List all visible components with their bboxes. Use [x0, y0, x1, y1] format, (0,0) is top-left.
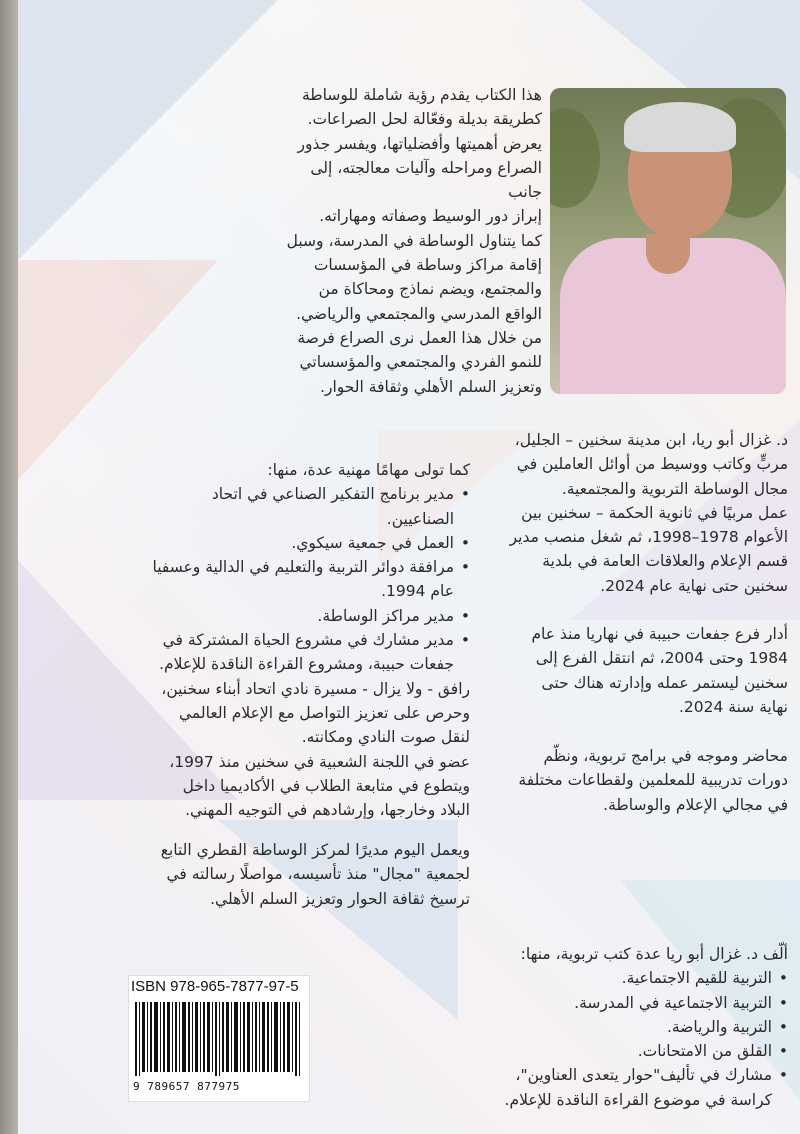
isbn-barcode-box	[128, 975, 310, 1102]
foliage	[550, 108, 600, 208]
description-line: إبراز دور الوسيط وصفاته ومهاراته.	[319, 207, 542, 226]
bio-line: الأعوام 1978–1998، ثم شغل منصب مدير	[509, 528, 788, 547]
list-item: • العمل في جمعية سيكوي.	[104, 531, 470, 555]
list-item: • مرافقة دوائر التربية والتعليم في الدالية وعسفيا عام 1994.	[104, 555, 470, 604]
description-line: من خلال هذا العمل نرى الصراع فرصة	[297, 328, 542, 347]
description-line: كطريقة بديلة وفعّالة لحل الصراعات.	[307, 110, 542, 129]
description-line: والمجتمع، ويضم نماذج ومحاكاة من	[318, 280, 542, 299]
lecturer-line: محاضر وموجه في برامج تربوية، ونظّم	[543, 747, 788, 765]
bio-line: عمل مربيًا في ثانوية الحكمة – سخنين بين	[521, 503, 788, 522]
description-line: كما يتناول الوساطة في المدرسة، وسبل	[286, 231, 542, 250]
list-item: • القلق من الامتحانات.	[458, 1039, 788, 1063]
list-item: • التربية للقيم الاجتماعية.	[458, 966, 788, 990]
barcode-digits: 9 789657 877975	[133, 1080, 240, 1093]
today-line: ترسيخ ثقافة الحوار وتعزيز السلم الأهلي.	[210, 889, 470, 908]
bio-line: مجال الوساطة التربوية والمجتمعية.	[561, 479, 788, 498]
barcode-graphic	[133, 1002, 303, 1076]
roles-list	[104, 482, 470, 676]
lecturer-paragraph	[498, 744, 788, 817]
description-line: يعرض أهميتها وأفضلياتها، ويفسر جذور	[297, 134, 542, 153]
books-section	[458, 942, 788, 1112]
roles-section	[104, 458, 470, 822]
decor-facet	[18, 0, 278, 260]
roles-after-line: البلاد وخارجها، وإرشادهم في التوجيه المهني.	[185, 801, 470, 820]
lecturer-line: دورات تدريبية للمعلمين ولقطاعات مختلفة	[518, 771, 788, 790]
list-item: • مدير مشارك في مشروع الحياة المشتركة في جفعات حبيبة، ومشروع القراءة الناقدة للإعلام.	[104, 628, 470, 677]
roles-after-line: رافق - ولا يزال - مسيرة نادي اتحاد أبناء سخنين،	[161, 679, 470, 698]
book-spine-edge	[0, 0, 18, 1134]
today-line: لجمعية "مجال" منذ تأسيسه، مواصلًا رسالته في	[166, 865, 470, 884]
books-intro: ألّف د. غزال أبو ريا عدة كتب تربوية، منها:	[520, 945, 788, 963]
bio-line: د. غزال أبو ريا، ابن مدينة سخنين – الجليل،	[514, 431, 788, 449]
roles-after-line: ويتطوع في متابعة الطلاب في الأكاديميا داخل	[182, 776, 470, 795]
book-description	[280, 83, 542, 399]
books-list	[458, 966, 788, 1112]
bio-line: مربٍّ وكاتب ووسيط من أوائل العاملين في	[516, 455, 788, 474]
decor-facet	[18, 260, 218, 480]
bio-line: سخنين حتى نهاية عام 2024.	[600, 576, 788, 595]
lecturer-line: في مجالي الإعلام والوساطة.	[603, 795, 788, 814]
branch-line: سخنين ليستمر عمله وإدارته هناك حتى	[541, 673, 788, 692]
back-cover	[18, 0, 800, 1134]
description-line: الصراع ومراحله وآليات معالجته، إلى جانب	[310, 158, 542, 202]
list-item: • مدير برنامج التفكير الصناعي في اتحاد الصناعيين.	[104, 482, 470, 531]
author-photo	[550, 88, 786, 394]
isbn-label: ISBN 978-965-7877-97-5	[131, 978, 299, 995]
list-item: • التربية والرياضة.	[458, 1015, 788, 1039]
description-line: هذا الكتاب يقدم رؤية شاملة للوساطة	[302, 86, 542, 104]
roles-after-line: عضو في اللجنة الشعبية في سخنين منذ 1997،	[169, 752, 470, 771]
today-paragraph	[104, 838, 470, 911]
roles-after-line: لنقل صوت النادي ومكانته.	[301, 728, 470, 747]
branch-line: 1984 وحتى 2004، ثم انتقل الفرع إلى	[535, 649, 788, 668]
branch-line: نهاية سنة 2024.	[678, 697, 788, 716]
list-item: • مشارك في تأليف"حوار يتعدى العناوين"، كراسة في موضوع القراءة الناقدة للإعلام.	[458, 1063, 788, 1112]
branch-paragraph	[498, 622, 788, 719]
branch-line: أدار فرع جفعات حبيبة في نهاريا منذ عام	[531, 625, 788, 643]
description-line: الواقع المدرسي والمجتمعي والرياضي.	[296, 304, 542, 323]
author-bio	[498, 428, 788, 598]
roles-after-line: وحرص على تعزيز التواصل مع الإعلام العالمي	[179, 703, 470, 722]
description-line: للنمو الفردي والمجتمعي والمؤسساتي	[299, 353, 542, 372]
list-item: • التربية الاجتماعية في المدرسة.	[458, 991, 788, 1015]
bio-line: قسم الإعلام والعلاقات العامة في بلدية	[542, 552, 788, 571]
author-hair	[624, 102, 736, 152]
description-line: إقامة مراكز وساطة في المؤسسات	[313, 256, 542, 275]
list-item: • مدير مراكز الوساطة.	[104, 604, 470, 628]
roles-intro: كما تولى مهامًا مهنية عدة، منها:	[267, 461, 470, 479]
description-line: وتعزيز السلم الأهلي وثقافة الحوار.	[320, 377, 542, 396]
today-line: ويعمل اليوم مديرًا لمركز الوساطة القطري التابع	[160, 841, 470, 859]
